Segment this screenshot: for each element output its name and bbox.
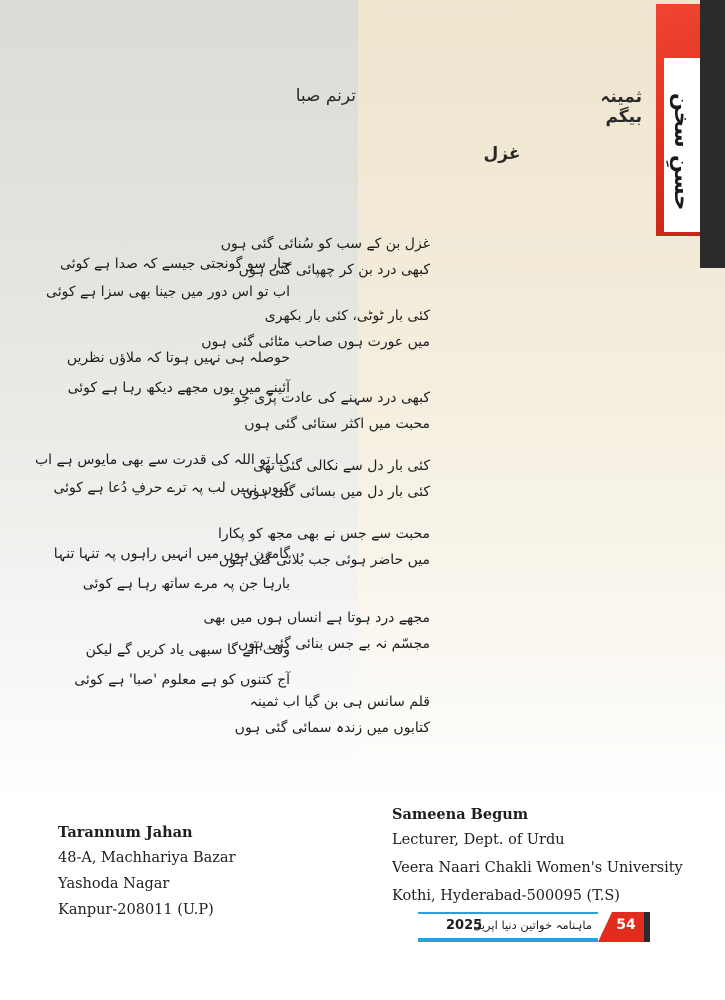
- right-poem-line: مجسّم نہ بے جس بنائی گئی ہوں: [238, 636, 430, 652]
- right-poem-line: کبھی درد سہنے کی عادت پڑی جو: [233, 390, 430, 406]
- section-tab-dark-strip: [700, 0, 725, 268]
- right-author-university: Veera Naari Chakli Women's University: [392, 860, 683, 876]
- left-poem-line: آج کتنوں کو ہے معلوم 'صبا' ہے کوئی: [74, 672, 290, 688]
- right-poem-line: میں عورت ہوں صاحب مٹائی گئی ہوں: [201, 334, 430, 350]
- right-author-name: Sameena Begum: [392, 806, 529, 823]
- left-poem-line: گامزن ہوں میں انہیں راہوں پہ تنہا تنہا: [53, 546, 290, 562]
- left-author-address-line: Yashoda Nagar: [58, 876, 170, 892]
- left-author-address-line: Kanpur-208011 (U.P): [58, 902, 214, 918]
- right-author-address-line: Kothi, Hyderabad-500095 (T.S): [392, 888, 620, 904]
- left-poem-line: حوصلہ ہی نہیں ہوتا کہ ملاؤں نظریں: [66, 350, 290, 366]
- left-poem-line: چار سو گونجتی جیسے کہ صدا ہے کوئی: [60, 256, 290, 272]
- right-poem-line: کبھی درد بن کر چھپائی گئی ہوں: [238, 262, 430, 278]
- page-number: 54: [616, 917, 636, 933]
- left-poet-name: ترنم صبا: [295, 86, 356, 106]
- right-poem-line: کئی بار دل میں بسائی گئی ہوں: [242, 484, 430, 500]
- left-poem-line: کیا تو اللہ کی قدرت سے بھی مایوس ہے اب: [34, 452, 290, 468]
- left-poem-line: آئینے میں یوں مجھے دیکھ رہا ہے کوئی: [67, 380, 290, 396]
- right-poem-line: مجھے درد ہوتا ہے انساں ہوں میں بھی: [203, 610, 430, 626]
- right-poem-line: کئی بار ٹوٹی، کئی بار بکھری: [264, 308, 430, 324]
- left-author-address-line: 48-A, Machhariya Bazar: [58, 850, 236, 866]
- right-author-designation: Lecturer, Dept. of Urdu: [392, 832, 565, 848]
- footer-dark-edge: [644, 912, 650, 942]
- right-poem-line: محبت میں اکثر ستائی گئی ہوں: [244, 416, 430, 432]
- right-poem-line: قلم سانس ہی بن گیا اب ثمینہ: [249, 694, 430, 710]
- left-poem-line: اب تو اس دور میں جینا بھی سزا ہے کوئی: [46, 284, 290, 300]
- right-poem-line: میں حاضر ہوئی جب بُلائی گئی ہوں: [218, 552, 430, 568]
- left-poem-line: بارہا جن پہ مرے ساتھ رہا ہے کوئی: [82, 576, 290, 592]
- left-author-name: Tarannum Jahan: [58, 824, 193, 841]
- issue-year: 2025: [446, 918, 483, 933]
- magazine-title: ماہنامہ خواتین دنیا اپریل: [473, 918, 592, 932]
- section-title: حسنِ سخن: [670, 93, 694, 211]
- right-poem-line: کئی بار دل سے نکالی گئی تھی: [253, 458, 430, 474]
- left-poem-line: کیوں نہیں لب پہ ترے حرفِ دُعا ہے کوئی: [53, 480, 290, 496]
- poem-type-heading: غزل: [483, 144, 521, 164]
- right-poem-line: محبت سے جس نے بھی مجھ کو پکارا: [217, 526, 430, 542]
- left-poem-line: وقت آئے گا سبھی یاد کریں گے لیکن: [85, 642, 290, 658]
- right-poem-line: کتابوں میں زندہ سمائی گئی ہوں: [234, 720, 430, 736]
- footer-accent-line: [418, 938, 598, 942]
- right-poem-line: غزل بن کے سب کو سُنائی گئی ہوں: [220, 236, 430, 252]
- right-poet-name: ثمینہ بیگم: [600, 87, 642, 127]
